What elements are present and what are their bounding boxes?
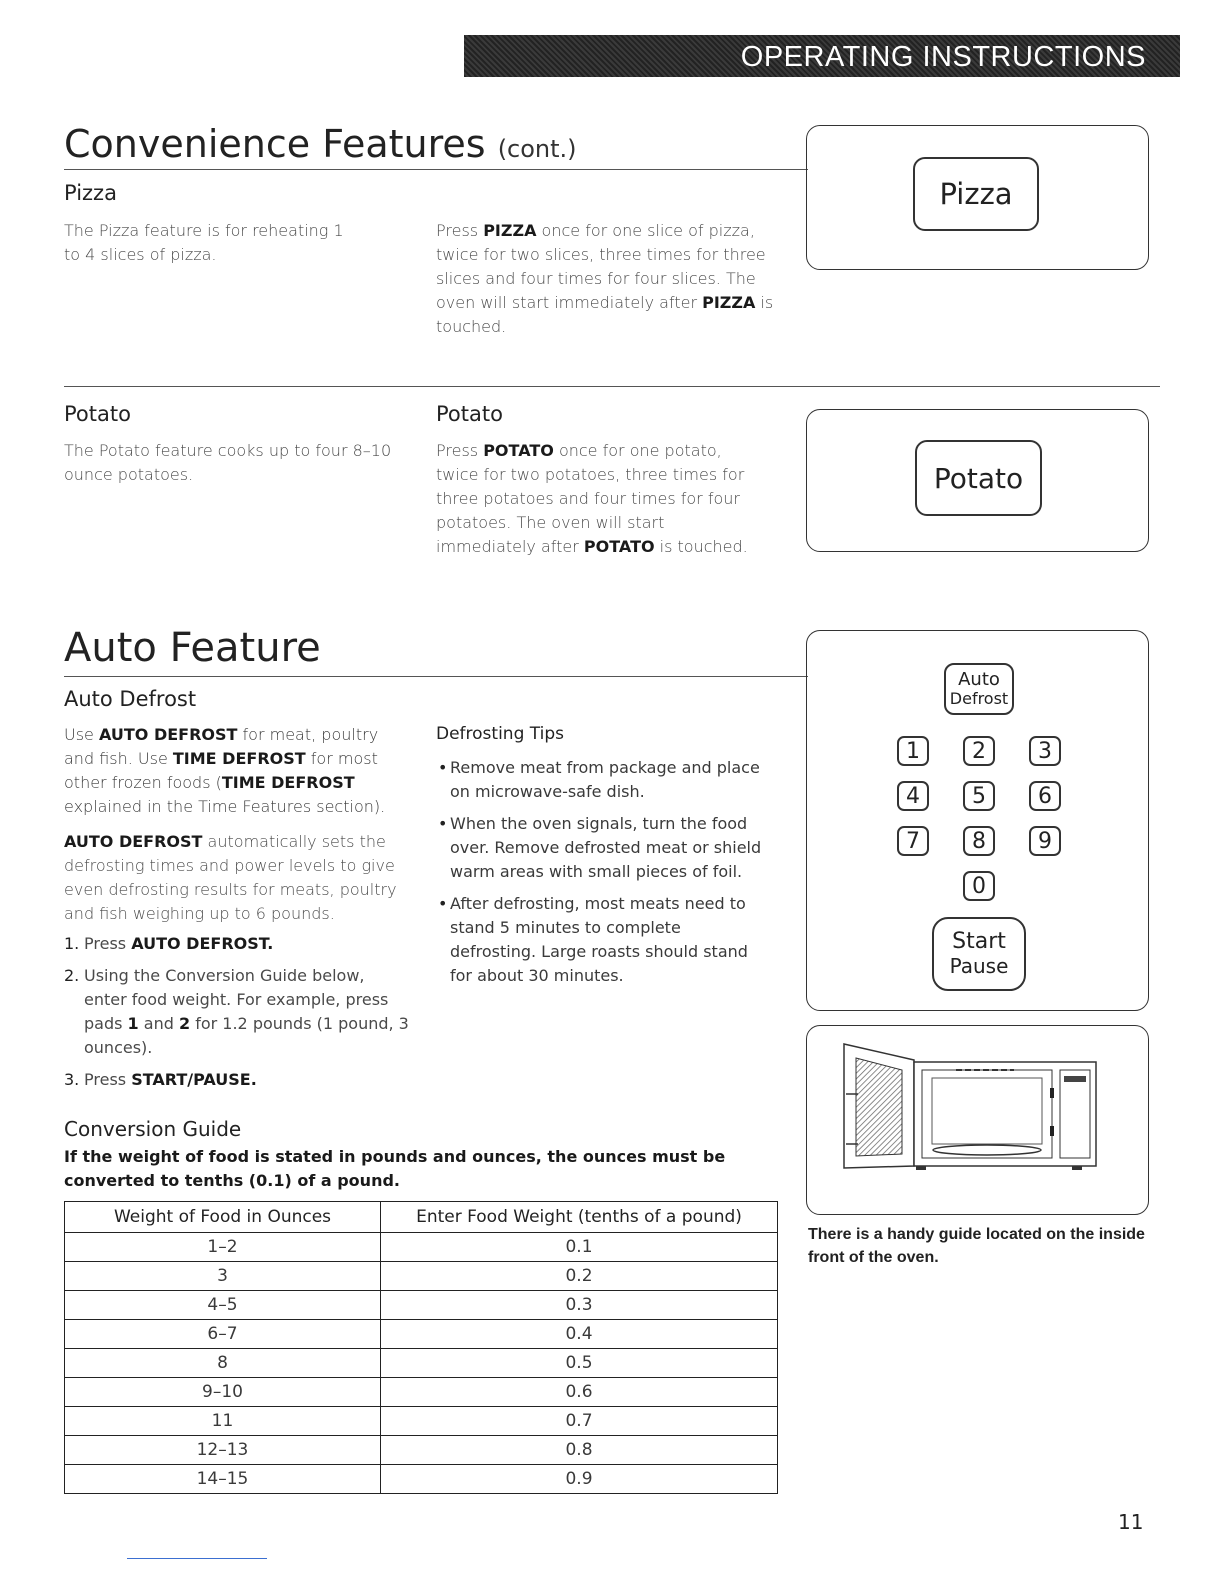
keyword: 1: [127, 1014, 139, 1033]
defrosting-tips-list: [436, 756, 771, 996]
table-cell: 0.1: [381, 1233, 778, 1262]
tip-item: • Remove meat from package and place on microwave-safe dish.: [436, 756, 771, 804]
digit-key-0: 0: [963, 871, 995, 901]
pizza-keyword: PIZZA: [702, 293, 756, 312]
para-text: Use: [64, 725, 99, 744]
table-cell: 0.5: [381, 1349, 778, 1378]
keyword: START/PAUSE.: [131, 1070, 257, 1089]
para-text: explained in the Time Features section).: [64, 797, 386, 816]
pizza-instructions: [436, 219, 786, 339]
digit-key-5: 5: [963, 781, 995, 811]
table-cell: 14–15: [65, 1465, 381, 1494]
page-number: 11: [1118, 1510, 1144, 1534]
column-header: Enter Food Weight (tenths of a pound): [381, 1202, 778, 1233]
potato-instr-text: once for one potato, twice for two potatoes, three times for three potatoes and four times for four potatoes. The oven will start immediately after: [436, 441, 745, 556]
start-pause-key-label: Pause: [949, 954, 1009, 978]
pizza-instr-text: once for one slice of pizza, twice for two slices, three times for three slices and four times for four slices. The oven will start immediately after: [436, 221, 766, 312]
para-text: for meat, poultry and fish. Use: [64, 725, 379, 768]
digit-key-9: 9: [1029, 826, 1061, 856]
step-number: 1.: [64, 934, 80, 953]
table-cell: 0.7: [381, 1407, 778, 1436]
potato-description: The Potato feature cooks up to four 8–10 ounce potatoes.: [64, 441, 392, 484]
start-pause-key: [932, 917, 1026, 991]
step-item: [64, 1068, 409, 1092]
keyword: AUTO DEFROST: [64, 832, 203, 851]
table-row: [65, 1378, 778, 1407]
table-row: [65, 1320, 778, 1349]
digit-key-7: 7: [897, 826, 929, 856]
potato-keyword: POTATO: [583, 537, 655, 556]
table-cell: 0.3: [381, 1291, 778, 1320]
potato-heading-left: Potato: [64, 402, 131, 426]
table-row: [65, 1349, 778, 1378]
digit-key-2: 2: [963, 736, 995, 766]
step-text: Press: [84, 1070, 132, 1089]
auto-defrost-key: [944, 663, 1014, 715]
tip-item: • When the oven signals, turn the food over. Remove defrosted meat or shield warm areas with small pieces of foil.: [436, 812, 771, 884]
keyword: AUTO DEFROST: [98, 725, 238, 744]
conversion-table: [64, 1201, 778, 1494]
microwave-oven-illustration: [838, 1040, 1102, 1174]
table-header-row: [65, 1202, 778, 1233]
auto-title-rule: [64, 676, 808, 677]
section-banner: OPERATING INSTRUCTIONS: [464, 35, 1180, 77]
step-number: 2.: [64, 966, 80, 985]
potato-key: Potato: [915, 440, 1042, 516]
table-cell: 12–13: [65, 1436, 381, 1465]
oven-guide-caption: There is a handy guide located on the inside front of the oven.: [808, 1226, 1145, 1266]
table-cell: 0.2: [381, 1262, 778, 1291]
potato-instr-text: Press: [436, 441, 484, 460]
pizza-instr-text: Press: [436, 221, 484, 240]
keyword: 2: [178, 1014, 191, 1033]
potato-keyword: POTATO: [483, 441, 554, 460]
auto-defrost-key-label: Defrost: [949, 689, 1009, 708]
auto-defrost-para-2: [64, 830, 399, 926]
potato-instr-text: is touched.: [654, 537, 748, 556]
tip-item: • After defrosting, most meats need to stand 5 minutes to complete defrosting. Large roasts should stand for about 30 minutes.: [436, 892, 771, 988]
auto-defrost-key-label: Auto: [958, 669, 1000, 690]
auto-feature-title: Auto Feature: [64, 625, 321, 671]
keyword: TIME DEFROST: [172, 749, 306, 768]
table-cell: 4–5: [65, 1291, 381, 1320]
pizza-keyword: PIZZA: [483, 221, 537, 240]
digit-key-4: 4: [897, 781, 929, 811]
pizza-description: The Pizza feature is for reheating 1 to 4 slices of pizza.: [64, 221, 344, 264]
conversion-guide-heading: Conversion Guide: [64, 1117, 242, 1141]
table-cell: 6–7: [65, 1320, 381, 1349]
table-row: [65, 1407, 778, 1436]
keyword: AUTO DEFROST.: [131, 934, 274, 953]
table-cell: 1–2: [65, 1233, 381, 1262]
table-cell: 11: [65, 1407, 381, 1436]
table-cell: 0.4: [381, 1320, 778, 1349]
auto-defrost-para-1: [64, 723, 394, 819]
step-text: and: [138, 1014, 179, 1033]
column-header: Weight of Food in Ounces: [65, 1202, 381, 1233]
table-cell: 0.8: [381, 1436, 778, 1465]
conversion-guide-note: If the weight of food is stated in pounds and ounces, the ounces must be converted to tenths (0.1) of a pound.: [64, 1147, 726, 1190]
step-text: for 1.2 pounds (1 pound, 3 ounces).: [84, 1014, 409, 1057]
digit-key-1: 1: [897, 736, 929, 766]
footer-line: [127, 1558, 267, 1559]
table-cell: 3: [65, 1262, 381, 1291]
pizza-instr-text: is touched.: [436, 293, 774, 336]
digit-key-3: 3: [1029, 736, 1061, 766]
table-cell: 0.9: [381, 1465, 778, 1494]
keyword: TIME DEFROST: [221, 773, 355, 792]
table-cell: 9–10: [65, 1378, 381, 1407]
para-text: for most other frozen foods (: [64, 749, 378, 792]
para-text: automatically sets the defrosting times and power levels to give even defrosting results for meats, poultry and fish weighing up to 6 pounds.: [64, 832, 397, 923]
convenience-title-text: Convenience Features: [64, 122, 486, 166]
table-row: [65, 1465, 778, 1494]
potato-instructions: [436, 439, 766, 559]
table-cell: 8: [65, 1349, 381, 1378]
door-window: [856, 1058, 902, 1156]
start-pause-key-label: Start: [952, 929, 1006, 954]
table-row: [65, 1262, 778, 1291]
step-item: [64, 932, 409, 956]
section-divider: [64, 386, 1160, 387]
auto-defrost-steps: [64, 932, 409, 1100]
control-panel: [1060, 1070, 1090, 1158]
table-row: [65, 1291, 778, 1320]
table-row: [65, 1233, 778, 1262]
pizza-heading: Pizza: [64, 181, 117, 205]
title-rule: [64, 169, 808, 170]
digit-key-8: 8: [963, 826, 995, 856]
table-row: [65, 1436, 778, 1465]
step-text: Using the Conversion Guide below, enter food weight. For example, press pads: [84, 966, 389, 1033]
step-text: Press: [84, 934, 132, 953]
potato-heading-right: Potato: [436, 402, 503, 426]
auto-defrost-heading: Auto Defrost: [64, 687, 197, 711]
convenience-title: [64, 122, 577, 171]
step-number: 3.: [64, 1070, 80, 1089]
defrosting-tips-heading: Defrosting Tips: [436, 724, 564, 744]
convenience-title-suffix: (cont.): [497, 135, 577, 163]
table-cell: 0.6: [381, 1378, 778, 1407]
digit-key-6: 6: [1029, 781, 1061, 811]
pizza-key: Pizza: [913, 157, 1039, 231]
step-item: [64, 964, 409, 1060]
